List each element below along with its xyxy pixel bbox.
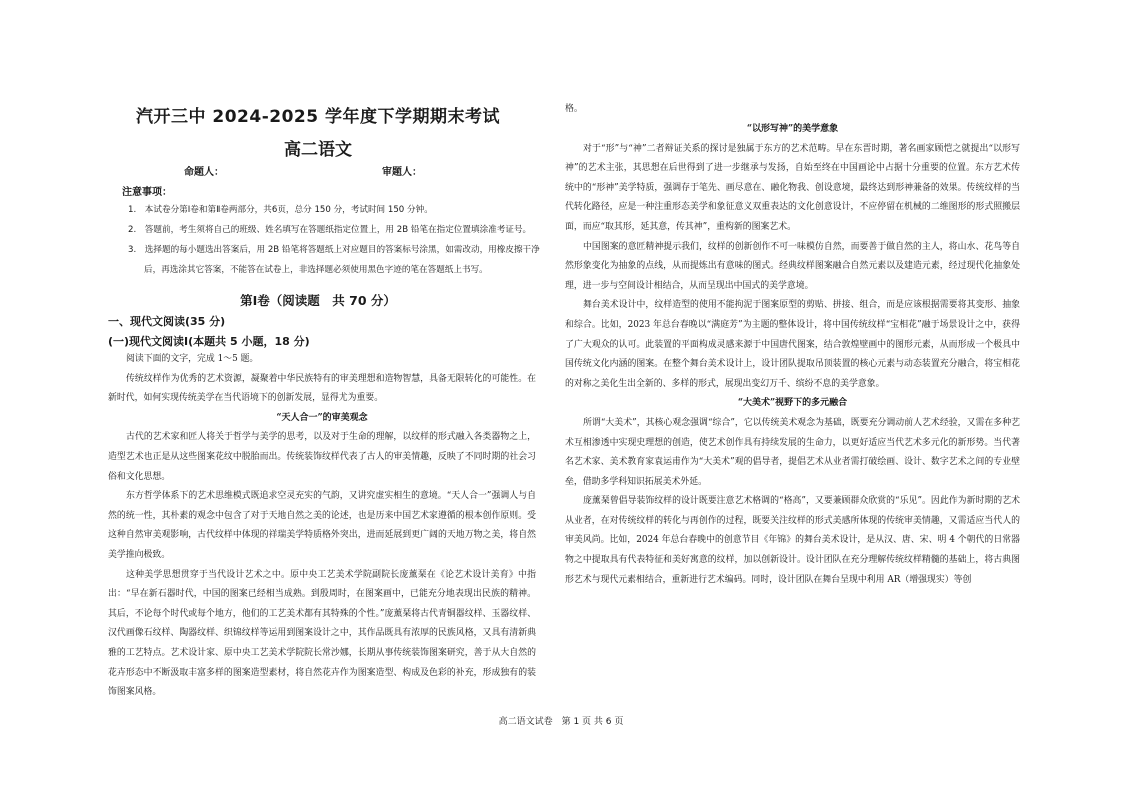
passage-left — [108, 350, 536, 703]
passage-paragraph: 东方哲学体系下的艺术思维模式既追求空灵充实的气韵，又讲究虚实相生的意境。“天人合一”强调人与自然的统一性，其朴素的观念中包含了对于天地自然之美的论述，也是历来中国艺术家遵循的根本创作原则。受这种自然审美观影响，古代纹样中体现的祥瑞美学特质格外突出，进而延展到更广阔的天地万物之美，将自然美学推向极致。 — [108, 491, 536, 560]
subsection-heading: (一)现代文阅读Ⅰ(本题共 5 小题，18 分) — [108, 335, 310, 348]
notice-list — [128, 200, 540, 280]
passage-subheading: “天人合一”的审美观念 — [276, 412, 368, 423]
passage-paragraph: 传统纹样作为优秀的艺术资源，凝聚着中华民族特有的审美理想和造物智慧，具备无限转化的可能性。在新时代，如何实现传统美学在当代语境下的创新发展，显得尤为重要。 — [108, 373, 536, 404]
passage-paragraph: 阅读下面的文字，完成 1～5 题。 — [126, 354, 259, 364]
exam-subject: 高二语文 — [284, 140, 352, 160]
passage-paragraph: 古代的艺术家和匠人将关于哲学与美学的思考，以及对于生命的理解，以纹样的形式融入各类器物之上，造型艺术也正是从这些图案花纹中脱胎而出。传统装饰纹样代表了古人的审美情趣，反映了不同时期的社会习俗和文化思想。 — [108, 432, 536, 482]
passage-paragraph: 舞台美术设计中，纹样造型的使用不能拘泥于图案原型的剪贴、拼接、组合，而是应该根据需要将其变形、抽象和综合。比如，2023 年总台春晚以“满庭芳”为主题的整体设计，将中国传统纹样“宝相花”融于场景设计之中，获得了广大观众的认可。此装置的平面构成灵感来源于中国唐代图案，结合敦煌壁画中的图形元素，从而形成一个极具中国传统文化内涵的图案。在整个舞台美术设计上，设计团队提取吊顶装置的核心元素与动态装置充分融合，将宝相花的对称之美化生出全新的、多样的形式，展现出变幻万千、缤纷不息的美学意象。 — [565, 300, 1020, 389]
passage-right-wrap — [565, 100, 1020, 120]
passage-paragraph: 对于“形”与“神”二者辩证关系的探讨是独属于东方的艺术范畴。早在东晋时期，著名画家顾恺之就提出“以形写神”的艺术主张，其思想在后世得到了进一步继承与发扬，自始至终在中国画论中占据十分重要的位置。东方艺术传统中的“形神”美学特质，强调存于笔先、画尽意在、融化物我、创设意境，最终达到形神兼备的效果。传统纹样的当代转化路径，应是一种注重形态美学和象征意义双重表达的文化创意设计，不应停留在机械的二维图形的形式照搬层面，而应“取其形，延其意，传其神”，重构新的图案艺术。 — [565, 143, 1020, 232]
page-footer: 高二语文试卷 第 1 页 共 6 页 — [498, 717, 624, 727]
notice-heading: 注意事项： — [122, 187, 172, 198]
notice-item: 2. 答题前，考生须将自己的班级、姓名填写在答题纸指定位置上，用 2B 铅笔在指定位置填涂准考证号。 — [128, 225, 532, 235]
passage-subheading: “大美术”视野下的多元融合 — [737, 398, 848, 409]
carryover-text: 格。 — [565, 104, 583, 114]
passage-right — [565, 120, 1020, 590]
passage-paragraph: 这种美学思想贯穿于当代设计艺术之中。原中央工艺美术学院副院长庞薰琹在《论艺术设计美育》中指出：“早在新石器时代，中国的图案已经相当成熟。到殷周时，在图案画中，已能充分地表现出民族的精神。其后，不论每个时代或每个地方，他们的工艺美术都有其特殊的个性。”庞薰琹将古代青铜器纹样、玉器纹样、汉代画像石纹样、陶器纹样、织锦纹样等运用到图案设计之中，其作品既具有浓厚的民族风格，又具有清新典雅的工艺特点。艺术设计家、原中央工艺美术学院院长常沙娜，长期从事传统装饰图案研究，善于从大自然的花卉形态中不断汲取丰富多样的图案造型素材，将自然花卉作为图案造型、构成及色彩的补充，形成独有的装饰图案风格。 — [108, 569, 536, 698]
notice-item: 3. 选择题的每小题选出答案后，用 2B 铅笔将答题纸上对应题目的答案标号涂黑，如需改动，用橡皮擦干净后，再选涂其它答案，不能答在试卷上，非选择题必须使用黑色字迹的笔在答题纸上书写。 — [128, 245, 540, 275]
section-heading: 一、现代文阅读(35 分) — [108, 315, 226, 328]
setter-label: 命题人： — [184, 167, 224, 178]
passage-subheading: “以形写神”的美学意象 — [746, 124, 839, 134]
exam-title: 汽开三中 2024-2025 学年度下学期期末考试 — [135, 107, 501, 127]
volume-heading: 第Ⅰ卷（阅读题 共 70 分） — [240, 293, 396, 308]
passage-paragraph: 所谓“大美术”，其核心观念强调“综合”，它以传统美术观念为基础，既要充分调动前人艺术经验，又需在多种艺术互相渗透中实现史理想的创造，使艺术创作具有持续发展的生命力，以更好适应当代艺术多元化的新形势。当代著名艺术家、美术教育家袁运甫作为“大美术”观的倡导者，提倡艺术从业者需打破绘画、设计、数字艺术之间的专业壁垒，借助多学科知识拓展美术外延。 — [565, 417, 1020, 487]
passage-paragraph: 庞薰琹曾倡导装饰纹样的设计既要注意艺术格调的“格高”，又要兼顾群众欣赏的“乐见”。因此作为新时期的艺术从业者，在对传统纹样的转化与再创作的过程，既要关注纹样的形式美感所体现的传统审美情趣，又需适应当代人的审美风尚。比如，2024 年总台春晚中的创意节目《年锦》的舞台美术设计，是从汉、唐、宋、明 4 个朝代的日常器物之中提取具有代表特征和美好寓意的纹样，加以创新设计。设计团队在充分理解传统纹样精髓的基础上，将古典图形艺术与现代元素相结合，重新进行艺术编码。同时，设计团队在舞台呈现中利用 AR（增强现实）等创 — [565, 496, 1020, 585]
reviewer-label: 审题人： — [382, 167, 422, 178]
passage-paragraph: 中国图案的意匠精神提示我们，纹样的创新创作不可一味模仿自然，而要善于做自然的主人，将山水、花鸟等自然形象变化为抽象的点线，从而提炼出有意味的图式。经典纹样图案融合自然元素以及建造元素，经过现代化抽象处理，进一步与空间设计相结合，从而呈现出中国式的美学意境。 — [565, 241, 1020, 291]
notice-item: 1. 本试卷分第Ⅰ卷和第Ⅱ卷两部分，共6页，总分 150 分，考试时间 150 分钟。 — [128, 205, 433, 215]
